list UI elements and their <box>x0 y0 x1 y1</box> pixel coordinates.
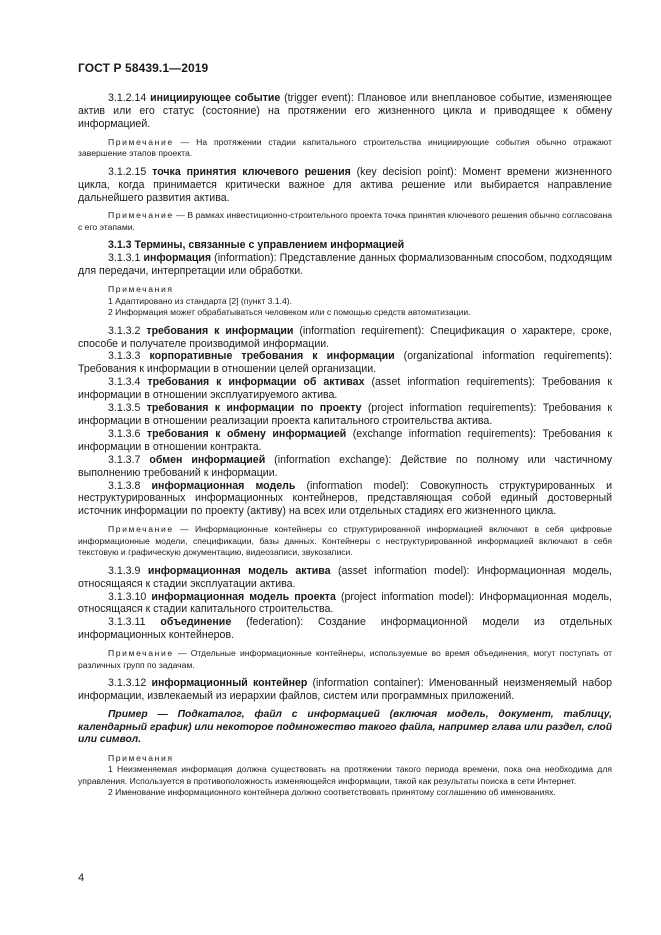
term-title: обмен информацией <box>149 453 266 466</box>
term-number: 3.1.3.6 <box>108 427 141 440</box>
term-3-1-3-3 <box>78 350 612 376</box>
note-text: — На протяжении стадии капитального строительства инициирующие события обычно отражают завершение этапов проекта. <box>78 136 612 159</box>
term-number: 3.1.3.8 <box>108 479 141 492</box>
term-3-1-3-11 <box>78 616 612 642</box>
term-3-1-3-9 <box>78 565 612 591</box>
term-title: точка принятия ключевого решения <box>152 165 351 178</box>
term-3-1-3-10 <box>78 591 612 617</box>
notes-title: Примечания <box>108 284 174 295</box>
note-text: — Информационные контейнеры со структурированной информацией включают в себя цифровые информационные модели, спецификации, базы данных. Контейнеры с неструктурированной информацией включают в себя текстовую и графическую документацию, видеозаписи, звукозаписи. <box>78 524 612 558</box>
term-number: 3.1.3.3 <box>108 350 141 363</box>
term-3-1-3-1 <box>78 252 612 278</box>
note-label: Примечание <box>108 524 174 535</box>
term-3-1-3-4 <box>78 376 612 402</box>
term-title: корпоративные требования к информации <box>149 350 395 363</box>
term-definition: (federation): Создание информационной модели из отдельных информационных контейнеров. <box>78 616 612 642</box>
term-title: требования к информации об активах <box>147 376 365 389</box>
note-label: Примечание <box>108 648 174 659</box>
note-item: 2 Именование информационного контейнера должно соответствовать принятому соглашению об именованиях. <box>108 787 556 798</box>
term-3-1-2-14 <box>78 92 612 131</box>
term-title: информационная модель <box>151 479 296 492</box>
note-label: Примечание <box>108 210 174 221</box>
note-federation <box>78 648 612 671</box>
term-definition: (information exchange): Действие по полному или частичному выполнению требований к информации. <box>78 453 612 479</box>
term-definition: (exchange information requirements): Требования к информации в отношении контракта. <box>78 427 613 453</box>
term-definition: (key decision point): Момент времени жизненного цикла, когда принимается критически важное для актива решение или выбирается направление дальнейшего развития актива. <box>78 165 612 204</box>
term-number: 3.1.3.10 <box>108 590 147 603</box>
term-definition: (trigger event): Плановое или внеплановое событие, изменяющее актив или его статус (состояние) на протяжении его жизненного цикла и приводящее к обмену информацией. <box>78 92 612 130</box>
page-number: 4 <box>78 872 85 884</box>
note-item: 1 Неизменяемая информация должна существовать на протяжении такого периода времени, пока она необходима для управления. Используется в противоположность изменяющейся информации, такой как результаты поиска в сети Интернет. <box>78 764 612 786</box>
term-definition: (asset information model): Информационная модель, относящаяся к стадии эксплуатации актива. <box>78 564 612 590</box>
term-definition: (project information model): Информационная модель, относящаяся к стадии капитального строительства. <box>78 590 612 616</box>
term-title: информация <box>143 252 212 265</box>
term-3-1-3-5 <box>78 402 612 428</box>
term-number: 3.1.3.7 <box>108 453 141 466</box>
note-label: Примечание <box>108 136 174 147</box>
note-information-model <box>78 524 612 559</box>
note-trigger-event <box>78 137 612 160</box>
term-definition: (project information requirements): Требования к информации в отношении реализации проекта капитального строительства актива. <box>78 402 612 427</box>
term-title: информационная модель актива <box>147 564 331 577</box>
term-3-1-2-15 <box>78 166 612 205</box>
term-number: 3.1.3.12 <box>108 677 147 690</box>
term-number: 3.1.3.9 <box>108 564 141 577</box>
notes-title: Примечания <box>108 752 174 763</box>
term-number: 3.1.2.14 <box>108 92 147 104</box>
note-text: — Отдельные информационные контейнеры, используемые во время объединения, могут поступать от различных групп по задачам. <box>78 648 612 670</box>
term-title: требования к информации по проекту <box>146 402 362 415</box>
document-body <box>78 92 612 799</box>
term-3-1-3-12 <box>78 677 612 703</box>
example-text: Пример — Подкаталог, файл с информацией (включая модель, документ, таблицу, календарный график) или некоторое подмножество такого файла, например глава или раздел, слой или символ. <box>78 709 612 746</box>
term-number: 3.1.3.5 <box>108 402 141 415</box>
term-definition: (information container): Именованный неизменяемый набор информации, извлекаемый из иерархии файлов, систем или программных приложений. <box>78 677 612 703</box>
subsection-heading: 3.1.3 Термины, связанные с управлением информацией <box>108 239 405 252</box>
term-3-1-3-2 <box>78 325 612 351</box>
term-number: 3.1.3.1 <box>108 252 141 265</box>
note-key-decision-point <box>78 210 612 233</box>
note-item: 1 Адаптировано из стандарта [2] (пункт 3.1.4). <box>108 295 293 306</box>
term-3-1-3-8 <box>78 480 612 519</box>
term-title: информационная модель проекта <box>151 590 336 603</box>
term-number: 3.1.3.11 <box>108 616 146 629</box>
term-3-1-3-6 <box>78 428 612 454</box>
term-definition: (organizational information requirements): Требования к информации в отношении целей организации. <box>78 350 612 376</box>
note-item: 2 Информация может обрабатываться человеком или с помощью средств автоматизации. <box>108 307 471 318</box>
term-number: 3.1.2.15 <box>108 165 147 178</box>
note-text: — В рамках инвестиционно-строительного проекта точка принятия ключевого решения обычно согласована с его этапами. <box>78 210 612 232</box>
term-definition: (information): Представление данных формализованным способом, подходящим для передачи, интерпретации или обработки. <box>78 252 612 278</box>
term-title: инициирующее событие <box>150 92 281 104</box>
term-title: объединение <box>160 616 232 629</box>
term-definition: (information model): Совокупность структурированных и неструктурированных информационных контейнеров, представляющая собой единый достоверный источник информации по проекту (активу) на всех или отдельных стадиях его жизненного цикла. <box>78 479 612 518</box>
term-title: требования к обмену информацией <box>146 427 347 440</box>
term-definition: (information requirement): Спецификация о характере, сроке, способе и получателе производимой информации. <box>78 324 612 350</box>
term-title: информационный контейнер <box>151 677 308 690</box>
term-title: требования к информации <box>146 324 294 337</box>
term-definition: (asset information requirements): Требования к информации в отношении эксплуатируемого актива. <box>78 376 612 402</box>
term-3-1-3-7 <box>78 454 612 480</box>
term-number: 3.1.3.2 <box>108 324 141 337</box>
standard-header: ГОСТ Р 58439.1—2019 <box>78 61 209 75</box>
term-number: 3.1.3.4 <box>108 376 141 389</box>
